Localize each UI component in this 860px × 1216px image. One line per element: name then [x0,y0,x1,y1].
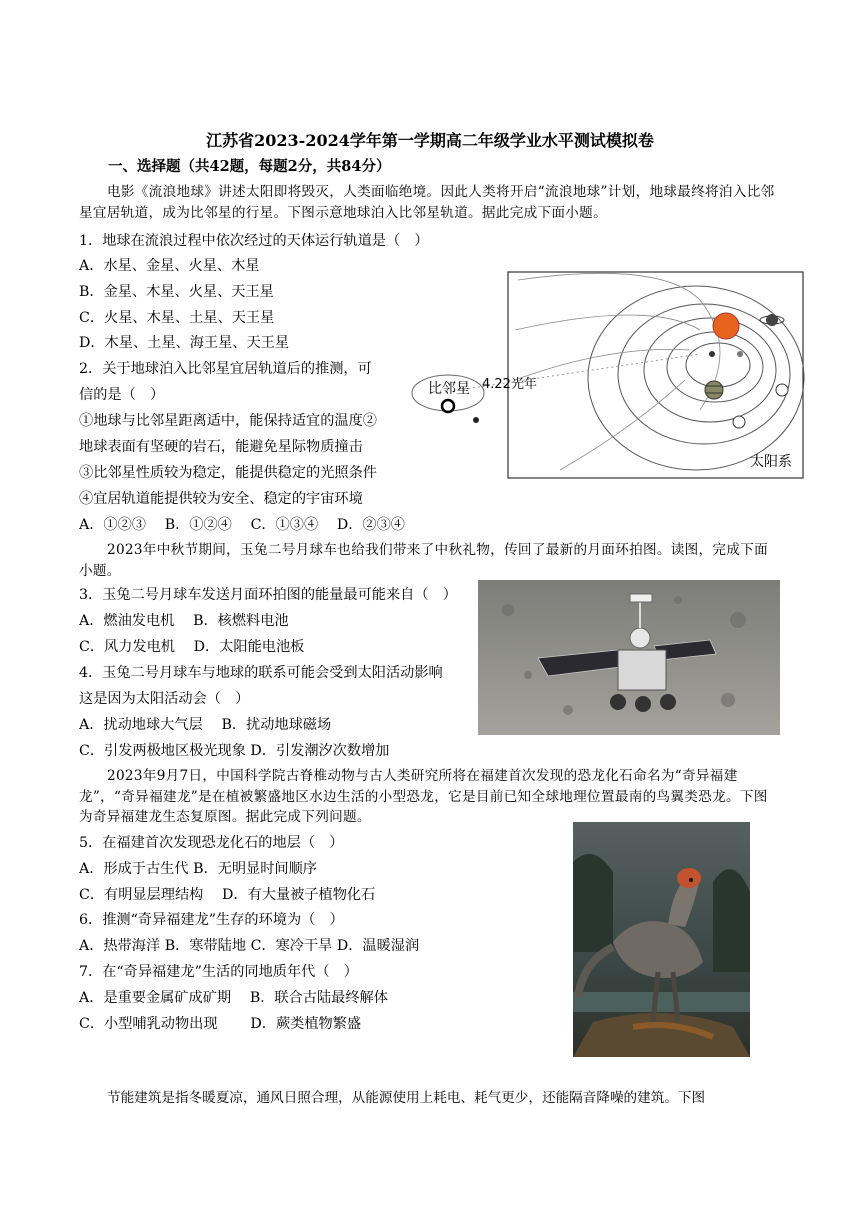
q5-options-cd: C．有明显层理结构 D．有大量被子植物化石 [79,887,376,903]
q4-options-cd: C．引发两极地区极光现象 D．引发潮汐次数增加 [79,743,390,759]
planet-saturn [766,314,778,326]
q7-options-cd: C．小型哺乳动物出现 D．蕨类植物繁盛 [79,1016,362,1032]
q1-option-d: D．木星、土星、海王星、天王星 [79,335,290,351]
q3-options-ab: A．燃油发电机 B．核燃料电池 [79,613,289,629]
q3-stem: 3．玉兔二号月球车发送月面环拍图的能量最可能来自（ ） [79,587,457,603]
q4-stem-line1: 4．玉兔二号月球车与地球的联系可能会受到太阳活动影响 [79,665,443,681]
rover-wheel [610,694,626,710]
dinosaur-eye [689,878,693,882]
intro-fujianvenator: 2023年9月7日，中国科学院古脊椎动物与古人类研究所将在福建首次发现的恐龙化石命名为“奇异福建龙”，“奇异福建龙”是在植被繁盛地区水边生活的小型恐龙，它是目前已知全球地理位置最南的鸟翼类恐龙。下图为奇异福建龙生态复原图。据此完成下列问题。 [79,768,768,825]
solar-system-figure [400,270,805,480]
proxima-star [442,400,454,412]
intro-wandering-earth: 电影《流浪地球》讲述太阳即将毁灭，人类面临绝境。因此人类将开启“流浪地球”计划，地球最终将泊入比邻星宜居轨道，成为比邻星的行星。下图示意地球泊入比邻星轨道。据此完成下面小题。 [79,184,775,221]
rover-body [618,650,666,690]
intro-yutu2: 2023年中秋节期间，玉兔二号月球车也给我们带来了中秋礼物，传回了最新的月面环拍图。读图，完成下面小题。 [79,542,769,579]
earth-at-proxima [473,417,479,423]
q2-statement-1: ①地球与比邻星距离适中，能保持适宜的温度② [79,413,377,429]
foliage [713,869,750,972]
proxima-label: 比邻星 [428,381,470,397]
q1-stem: 1．地球在流浪过程中依次经过的天体运行轨道是（ ） [79,233,429,249]
q3-options-cd: C．风力发电机 D．太阳能电池板 [79,639,305,655]
dinosaur-head-crest [677,868,701,888]
planet-jupiter [705,381,723,399]
rover-antenna-dish [630,628,650,648]
solar-system-label: 太阳系 [750,454,792,470]
rover-wheel [660,694,676,710]
rover-wheel [635,696,651,712]
rover-camera [630,594,652,602]
sun [713,313,739,339]
section-heading-choice: 一、选择题（共42题，每题2分，共84分） [108,158,391,175]
q5-options-ab: A．形成于古生代 B．无明显时间顺序 [79,861,317,877]
q1-option-c: C．火星、木星、土星、天王星 [79,310,275,326]
lunar-rover-photo [478,580,780,735]
q5-stem: 5．在福建首次发现恐龙化石的地层（ ） [79,835,344,851]
foliage [573,854,613,952]
planet-uranus [733,416,745,428]
planet-neptune [776,384,788,396]
q2-stem-line2: 信的是（ ） [79,387,165,403]
dinosaur-reconstruction-image [573,822,750,1057]
q4-stem-line2: 这是因为太阳活动会（ ） [79,691,250,707]
q2-statement-3: ③比邻星性质较为稳定，能提供稳定的光照条件 [79,465,377,481]
planet-mars [737,351,743,357]
q2-options: A．①②③ B．①②④ C．①③④ D．②③④ [79,517,405,533]
intro-energy-building: 节能建筑是指冬暖夏凉，通风日照合理，从能源使用上耗电、耗气更少，还能隔音降噪的建筑。下图 [107,1090,706,1106]
distance-label: 4.22光年 [482,377,537,392]
q2-statement-2: 地球表面有坚硬的岩石，能避免星际物质撞击 [79,439,363,455]
q2-stem-line1: 2．关于地球泊入比邻星宜居轨道后的推测，可 [79,361,372,377]
q1-option-a: A．水星、金星、火星、木星 [79,258,260,274]
q7-options-ab: A．是重要金属矿成矿期 B．联合古陆最终解体 [79,990,388,1006]
page-title: 江苏省2023-2024学年第一学期高二年级学业水平测试模拟卷 [206,131,654,150]
q6-stem: 6．推测“奇异福建龙”生存的环境为（ ） [79,912,344,928]
q1-option-b: B．金星、木星、火星、天王星 [79,284,274,300]
q4-options-ab: A．扰动地球大气层 B．扰动地球磁场 [79,717,332,733]
q2-statement-4: ④宜居轨道能提供较为安全、稳定的宇宙环境 [79,491,363,507]
q6-options: A．热带海洋 B．寒带陆地 C．寒冷干旱 D．温暖湿润 [79,938,420,954]
solar-system-diagram [400,270,805,480]
q7-stem: 7．在“奇异福建龙”生活的同地质年代（ ） [79,964,358,980]
water [573,992,750,1012]
planet-earth-mark [709,351,715,357]
